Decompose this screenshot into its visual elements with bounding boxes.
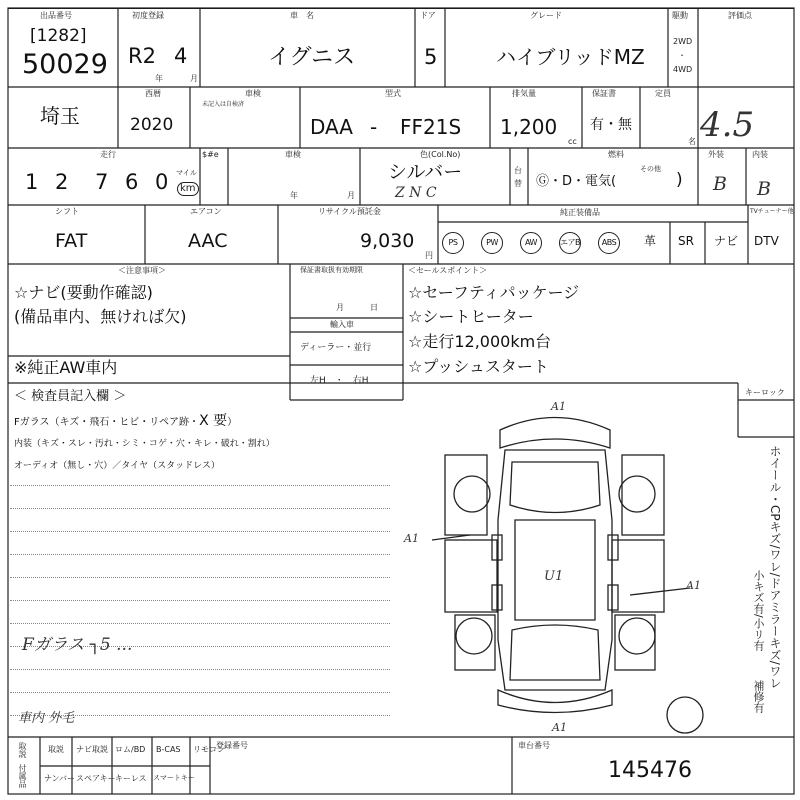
inspection-note: 未記入は自検済	[202, 101, 245, 108]
chassis-number: 145476	[608, 758, 692, 783]
sales-point-4: ☆プッシュスタート	[408, 357, 549, 376]
dotted-line	[10, 485, 390, 486]
capacity-unit: 名	[688, 137, 696, 146]
tuner-label: TVチューナー他	[750, 208, 794, 215]
sales-point-1: ☆セーフティパッケージ	[408, 283, 580, 302]
damage-legend-3: 補修有	[752, 680, 765, 713]
equip-aw: AW	[520, 232, 542, 254]
exterior-label: 外装	[708, 150, 724, 159]
recycle-label: リサイクル預託金	[318, 207, 381, 216]
note-line-1: ☆ナビ(要動作確認)	[14, 283, 153, 302]
inspector-line-1-mark: X 要	[199, 413, 228, 429]
handwritten-note-2: 車内 外毛	[18, 711, 75, 726]
lot-number: 50029	[22, 49, 108, 80]
footer-smart-key: スマートキー	[153, 774, 195, 782]
footer-side-top: 取説	[18, 742, 27, 758]
model-label: 型式	[385, 89, 401, 98]
mileage-digit-5: 0	[155, 170, 169, 194]
import-value: ディーラー・並行	[300, 343, 372, 353]
inspector-line-1-prefix: Fガラス（キズ・飛石・ヒビ・リペア跡・	[14, 417, 200, 428]
warranty-label: 保証書取扱有効期限	[300, 266, 363, 274]
ac-label: エアコン	[190, 207, 222, 216]
note-line-3: ※純正AW車内	[14, 358, 118, 377]
sales-point-2: ☆シートヒーター	[408, 307, 534, 326]
inspector-line-2: 内装（キズ・スレ・汚れ・シミ・コゲ・穴・キレ・破れ・割れ）	[14, 439, 275, 449]
equip-ps: PS	[442, 232, 464, 254]
equip-sunroof: SR	[678, 234, 694, 248]
mileage-label: 走行	[100, 150, 116, 159]
reg-number-label: 登録番号	[216, 741, 248, 750]
footer-rom: ロム/BD	[115, 745, 146, 754]
record-value: 有・無	[590, 117, 632, 133]
chassis-label: 車台番号	[518, 741, 550, 750]
sales-label: ＜セールスポイント＞	[408, 266, 488, 275]
dotted-line	[10, 577, 390, 578]
model-year: 2020	[130, 115, 174, 135]
year-unit: 年	[155, 74, 163, 83]
dotted-line	[10, 623, 390, 624]
fuel-value: Ⓖ・D・電気(	[536, 174, 617, 189]
cc-unit: cc	[568, 137, 577, 146]
inspection-label: 車検	[245, 89, 261, 98]
dotted-line	[10, 508, 390, 509]
region: 埼玉	[40, 104, 80, 128]
lot-label: 出品番号	[40, 11, 72, 20]
month-unit: 月	[190, 74, 198, 83]
equip-navi: ナビ	[714, 234, 739, 248]
ac: AAC	[188, 230, 228, 252]
exterior-grade: B	[713, 173, 727, 195]
import-label: 輸入車	[330, 320, 354, 329]
grade: ハイブリッドMZ	[496, 45, 645, 69]
recycle: 9,030	[360, 230, 415, 252]
footer-keyless: キーレス	[115, 774, 147, 783]
handwritten-note-1: Fガラス ┐5 ...	[22, 635, 133, 655]
first-reg-era: R2	[128, 44, 156, 68]
door-count: 5	[424, 45, 438, 69]
color-code: Z N C	[395, 185, 437, 201]
interior-label: 内装	[752, 150, 768, 159]
meter-label: $#e	[202, 150, 219, 159]
equip-dtv: DTV	[754, 234, 779, 248]
inspector-line-3: オーディオ（無し・穴）／タイヤ（スタッドレス）	[14, 461, 220, 471]
footer-side-bottom: 付属品	[18, 764, 27, 788]
footer-navi-manual: ナビ取説	[76, 745, 108, 754]
mileage-digit-3: 7	[95, 170, 109, 194]
inspect-label: 車検	[285, 150, 301, 159]
equip-label: 純正装備品	[560, 208, 600, 217]
first-reg-label: 初度登録	[132, 11, 164, 20]
footer-spare-key: スペアキー	[76, 774, 116, 783]
footer-manual: 取説	[48, 745, 64, 754]
warranty-day: 日	[370, 303, 378, 312]
score-label: 評価点	[728, 11, 752, 20]
note-line-2: (備品車内、無ければ欠)	[14, 307, 187, 326]
dotted-line	[10, 600, 390, 601]
yen-unit: 円	[425, 251, 433, 260]
drive-2wd: 2WD	[673, 37, 693, 46]
score: 4.5	[700, 105, 755, 145]
attention-label: ＜注意事項＞	[118, 266, 166, 275]
displacement: 1,200	[500, 115, 558, 139]
damage-mark-center: U1	[544, 569, 564, 584]
footer-bcas: B-CAS	[156, 745, 181, 754]
model-dash: -	[370, 115, 378, 139]
dotted-line	[10, 669, 390, 670]
damage-mark-left: A1	[404, 532, 419, 545]
inspector-line-1-suffix: ）	[227, 417, 238, 428]
shift-label: シフト	[55, 207, 79, 216]
grade-label: グレード	[530, 11, 562, 20]
damage-mark-top: A1	[551, 400, 566, 413]
mileage-digit-4: 6	[125, 170, 139, 194]
unit-km: km	[177, 182, 199, 196]
damage-legend: ホイール・CPキズ/ワレ/ドアミラーキズ/ワレ	[768, 445, 782, 689]
year-label: 西暦	[145, 89, 161, 98]
first-reg-month: 4	[174, 44, 188, 68]
capacity-label: 定員	[655, 89, 671, 98]
dotted-line	[10, 531, 390, 532]
fuel-other: その他	[640, 165, 661, 173]
damage-legend-2: 小キズ有/小リ有	[752, 570, 765, 651]
equip-pw: PW	[481, 232, 503, 254]
mileage-digit-1: 1	[25, 170, 39, 194]
inspector-title: ＜ 検査員記入欄 ＞	[14, 389, 127, 404]
dotted-line	[10, 554, 390, 555]
shift: FAT	[55, 230, 88, 252]
unit-mile: マイル	[176, 169, 197, 177]
dotted-line	[10, 692, 390, 693]
equip-leather: 革	[644, 234, 657, 248]
record-label: 保証書	[592, 89, 616, 98]
handle-value: 左H ・ 右H	[310, 376, 369, 386]
sales-point-3: ☆走行12,000km台	[408, 332, 552, 351]
inspector-line-1	[14, 414, 237, 428]
interior-grade: B	[757, 178, 771, 200]
damage-mark-right: A1	[686, 579, 701, 592]
equip-abs: ABS	[598, 232, 620, 254]
equip-airbag: エアB	[559, 232, 581, 254]
footer-remote: リモコン	[193, 745, 225, 754]
fuel-close: )	[676, 170, 683, 190]
inspect-month: 月	[347, 191, 355, 200]
drive-dot: ・	[678, 51, 686, 60]
drive-4wd: 4WD	[673, 65, 693, 74]
car-name: イグニス	[268, 45, 356, 70]
warranty-month: 月	[336, 303, 344, 312]
inspect-year: 年	[290, 191, 298, 200]
car-name-label: 車 名	[290, 11, 314, 20]
key-lock-label: キーロック	[745, 388, 785, 397]
lot-prefix: [1282]	[30, 26, 87, 46]
color: シルバー	[388, 161, 463, 183]
mileage-digit-2: 2	[55, 170, 69, 194]
color-sub: 台替	[514, 166, 522, 188]
model-code: FF21S	[400, 115, 462, 139]
model-prefix: DAA	[310, 115, 353, 139]
fuel-label: 燃料	[608, 150, 624, 159]
drive-label: 駆動	[672, 11, 688, 20]
damage-mark-bottom: A1	[552, 721, 567, 734]
footer-number: ナンバー	[44, 774, 76, 783]
door-label: ドア	[420, 11, 436, 20]
color-label: 色(Col.No)	[420, 150, 461, 159]
displacement-label: 排気量	[512, 89, 536, 98]
